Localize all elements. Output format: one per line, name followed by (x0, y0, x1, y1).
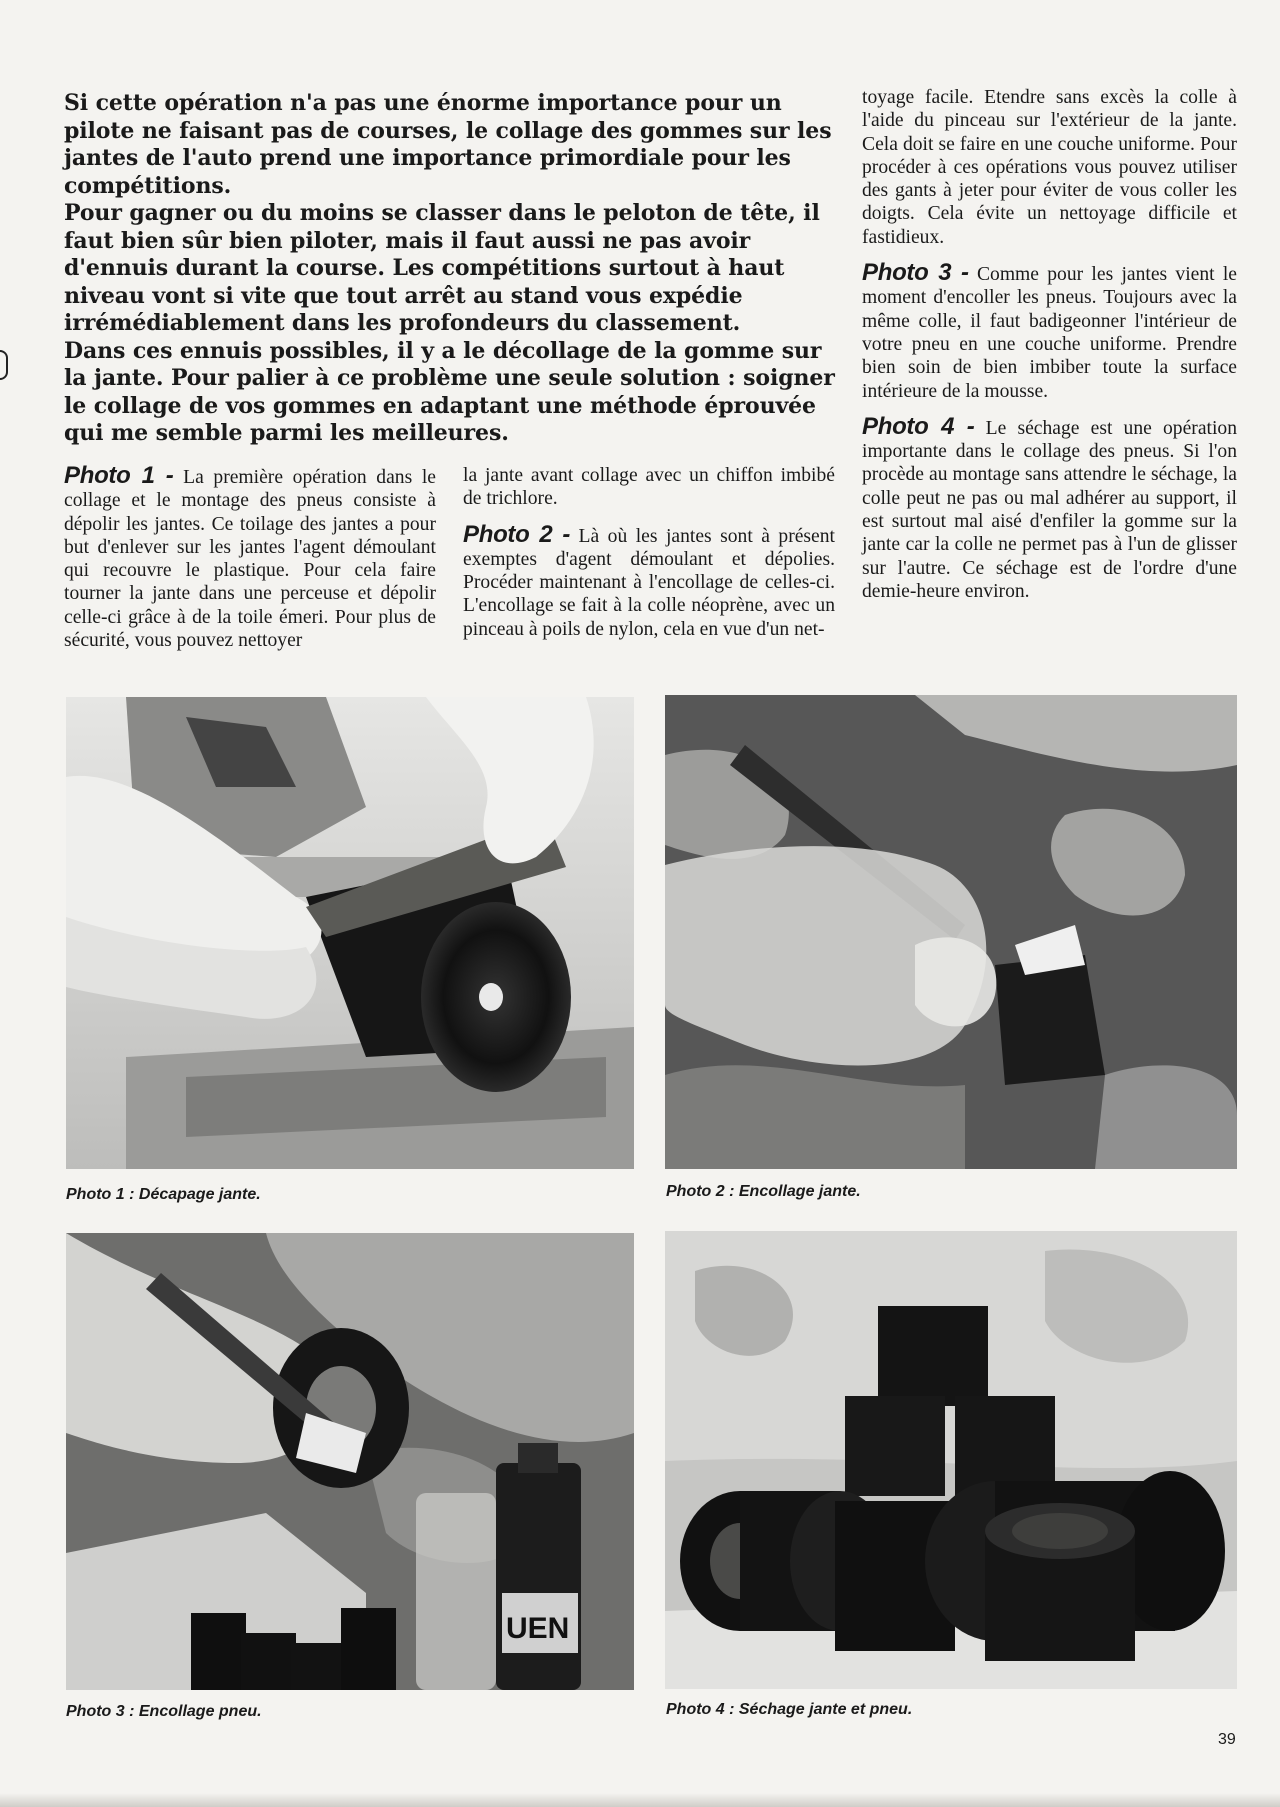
intro-paragraph: Si cette opération n'a pas une énorme importance pour un pilote ne faisant pas de courses, le collage des gommes sur les jantes de l'auto prend une importance primordiale pour les compétitions. (64, 90, 832, 199)
photo3-paragraph (862, 261, 1237, 403)
photo-2-image (665, 695, 1237, 1169)
photo3-lead: Photo 3 - (862, 259, 969, 287)
photo2-paragraph-continued: toyage facile. Etendre sans excès la colle à l'aide du pinceau sur l'extérieur de la jante. Cela doit se faire en une couche uniforme. Pour procéder à ces opérations vous pouvez utiliser des gants à jeter pour éviter de vous coller les doigts. Cela évite un nettoyage difficile et fastidieux. (862, 87, 1237, 248)
intro-paragraph: Pour gagner ou du moins se classer dans le peloton de tête, il faut bien sûr bien piloter, mais il faut aussi ne pas avoir d'ennuis durant la course. Les compétitions surtout à haut niveau vont si vite que tout arrêt au stand vous expédie irrémédiablement dans les profondeurs du classement. (64, 200, 820, 336)
text-column-3 (862, 86, 1237, 615)
photo4-lead: Photo 4 - (862, 412, 975, 440)
photo1-text: La première opération dans le collage et le montage des pneus consiste à dépolir les jantes. Ce toilage des jantes a pour but d'enlever sur les jantes l'agent démoulant qui recouvre le plastique. Pour cela faire tourner la jante dans une perceuse et dépolir celle-ci grâce à de la toile émeri. Pour plus de sécurité, vous pouvez nettoyer (64, 467, 436, 652)
binding-mark (0, 350, 8, 380)
intro-text (64, 90, 836, 448)
intro-paragraph: Dans ces ennuis possibles, il y a le décollage de la gomme sur la jante. Pour palier à ce problème une seule solution : soigner le collage de vos gommes en adaptant une méthode éprouvée qui me semble parmi les meilleures. (64, 337, 835, 446)
page-number: 39 (1218, 1731, 1236, 1748)
photo4-text: Le séchage est une opération importante dans le collage des pneus. Si l'on procède au montage sans attendre le séchage, la colle peut ne pas ou mal adhérer au support, il est surtout mal aisé d'enfiler la gomme sur la jante car la colle ne permet pas à l'un de glisser sur l'autre. Ce séchage est de l'ordre d'une demie-heure environ. (862, 417, 1237, 602)
photo1-paragraph (64, 464, 436, 652)
photo-4-drying-rims-tyres (665, 1231, 1237, 1689)
text-column-1 (64, 464, 436, 664)
photo4-paragraph (862, 412, 1237, 603)
page-edge (0, 1793, 1280, 1807)
caption-photo-2: Photo 2 : Encollage jante. (666, 1183, 861, 1200)
photo-1-sanding-rim (66, 697, 634, 1169)
photo-3-gluing-tyre (66, 1233, 634, 1690)
photo1-paragraph-continued: la jante avant collage avec un chiffon imbibé de trichlore. (463, 465, 835, 510)
bottle-label: UEN (506, 1612, 570, 1645)
photo-3-image (66, 1233, 634, 1690)
photo-2-gluing-rim (665, 695, 1237, 1169)
photo2-lead: Photo 2 - (463, 520, 571, 548)
photo3-text: Comme pour les jantes vient le moment d'encoller les pneus. Toujours avec la même colle, il faut badigeonner l'intérieur de votre pneu en une couche uniforme. Prendre bien soin de bien imbiber toute la surface intérieure de la mousse. (862, 264, 1237, 402)
photo2-text: Là où les jantes sont à présent exemptes d'agent démoulant et dépolies. Procéder maintenant à l'encollage de celles-ci. L'encollage se fait à la colle néoprène, avec un pinceau à poils de nylon, cela en vue d'un net- (463, 525, 835, 640)
caption-photo-1: Photo 1 : Décapage jante. (66, 1186, 261, 1203)
text-column-2 (463, 464, 835, 653)
caption-photo-4: Photo 4 : Séchage jante et pneu. (666, 1701, 913, 1718)
photo-4-image (665, 1231, 1237, 1689)
photo2-paragraph (463, 520, 835, 641)
photo-1-image (66, 697, 634, 1169)
caption-photo-3: Photo 3 : Encollage pneu. (66, 1703, 262, 1720)
photo1-lead: Photo 1 - (64, 462, 174, 489)
